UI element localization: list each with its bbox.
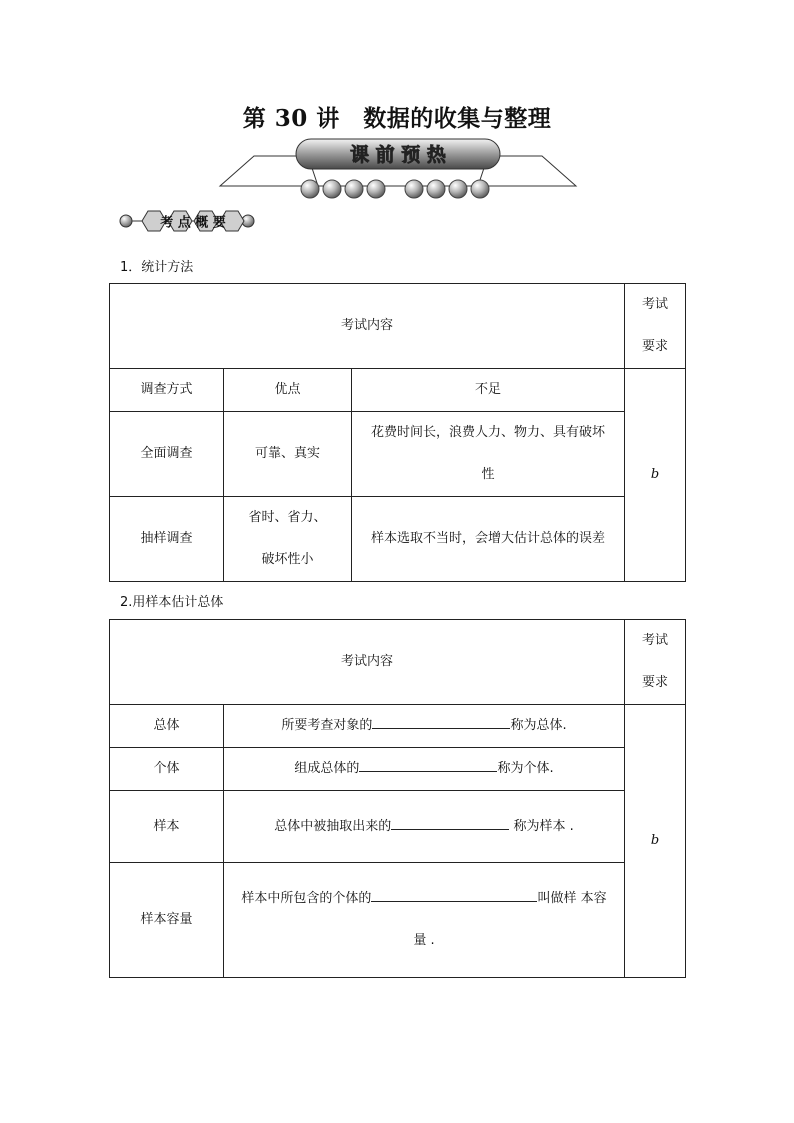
fill-blank bbox=[359, 757, 497, 772]
banner-label: 课 前 预 热 bbox=[350, 144, 446, 166]
table1-requirement: b bbox=[625, 369, 686, 582]
table-row bbox=[110, 412, 686, 497]
table2-requirement: b bbox=[625, 705, 686, 978]
term-sample: 样本 bbox=[110, 791, 224, 863]
banner-graphic bbox=[218, 136, 578, 202]
term-individual: 个体 bbox=[110, 748, 224, 791]
sample-estimation-table bbox=[109, 619, 686, 978]
disadvantage-census: 花费时间长，浪费人力、物力、具有破坏 性 bbox=[352, 412, 625, 497]
method-sampling: 抽样调查 bbox=[110, 497, 224, 582]
table-row bbox=[110, 705, 686, 748]
table1-requirement-header: 考试 要求 bbox=[625, 284, 686, 369]
table-row bbox=[110, 497, 686, 582]
term-population: 总体 bbox=[110, 705, 224, 748]
fill-blank bbox=[371, 887, 537, 902]
definition-individual: 组成总体的 称为个体. bbox=[224, 748, 625, 791]
section-label-graphic bbox=[118, 208, 258, 234]
section2-heading: 2.用样本估计总体 bbox=[120, 595, 224, 610]
section-label-text: 考 点 概 要 bbox=[160, 215, 226, 231]
advantage-sampling: 省时、省力、 破坏性小 bbox=[224, 497, 352, 582]
table-row bbox=[110, 748, 686, 791]
section1-heading: 1．统计方法 bbox=[120, 260, 194, 275]
table2-requirement-header: 考试 要求 bbox=[625, 620, 686, 705]
table-row bbox=[110, 791, 686, 863]
table1-content-header: 考试内容 bbox=[110, 284, 625, 369]
col-advantage-header: 优点 bbox=[224, 369, 352, 412]
table-row bbox=[110, 863, 686, 978]
banner-beads bbox=[301, 180, 489, 198]
page-title: 第 30 讲 数据的收集与整理 bbox=[242, 105, 552, 132]
fill-blank bbox=[372, 714, 510, 729]
table2-content-header: 考试内容 bbox=[110, 620, 625, 705]
term-sample-size: 样本容量 bbox=[110, 863, 224, 978]
advantage-census: 可靠、真实 bbox=[224, 412, 352, 497]
col-method-header: 调查方式 bbox=[110, 369, 224, 412]
definition-sample-size: 样本中所包含的个体的 叫做样 本容 量 . bbox=[224, 863, 625, 978]
definition-sample: 总体中被抽取出来的 称为样本 . bbox=[224, 791, 625, 863]
method-census: 全面调查 bbox=[110, 412, 224, 497]
col-disadvantage-header: 不足 bbox=[352, 369, 625, 412]
disadvantage-sampling: 样本选取不当时，会增大估计总体的误差 bbox=[352, 497, 625, 582]
fill-blank bbox=[391, 815, 509, 830]
statistics-methods-table bbox=[109, 283, 686, 582]
definition-population: 所要考查对象的 称为总体. bbox=[224, 705, 625, 748]
